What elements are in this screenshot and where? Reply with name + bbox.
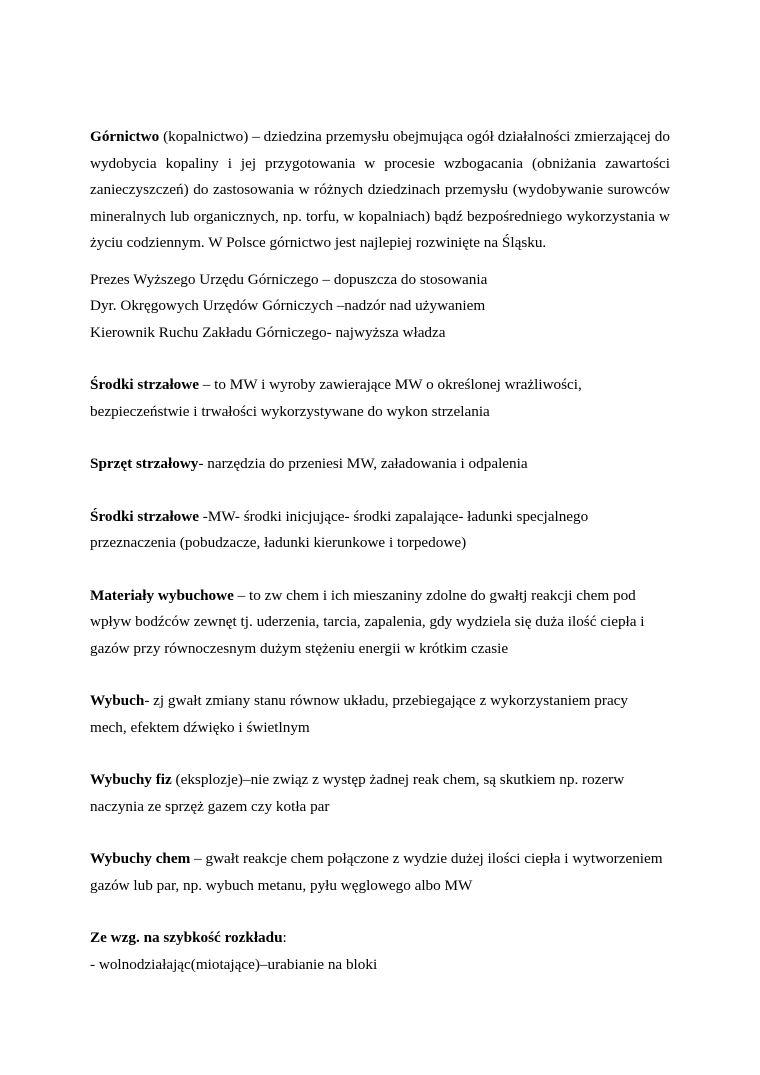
paragraph-szybkosc-rozkladu bbox=[90, 925, 670, 978]
definition-line: – gwałt reakcje chem połączone z wydzie dużej ilości ciepła i wytworzeniem bbox=[190, 850, 663, 867]
term-srodki-strzalowe: Środki strzałowe bbox=[90, 376, 199, 393]
term-szybkosc-rozkladu: Ze wzg. na szybkość rozkładu bbox=[90, 929, 283, 946]
definition-line: - narzędzia do przeniesi MW, załadowania i odpalenia bbox=[198, 455, 528, 472]
term-wybuchy-fiz: Wybuchy fiz bbox=[90, 771, 172, 788]
paragraph-gornictwo bbox=[90, 124, 670, 257]
term-materialy-wybuchowe: Materiały wybuchowe bbox=[90, 586, 234, 604]
heading-colon: : bbox=[282, 929, 287, 946]
term-wybuch: Wybuch bbox=[90, 692, 145, 709]
term-gornictwo: Górnictwo bbox=[90, 128, 160, 145]
authority-line: Kierownik Ruchu Zakładu Górniczego- najwyższa władza bbox=[90, 323, 446, 341]
definition-line: mech, efektem dźwięko i świetlnym bbox=[90, 718, 310, 736]
definition-line: – to MW i wyroby zawierające MW o określonej wrażliwości, bbox=[198, 376, 582, 393]
definition-gornictwo: (kopalnictwo) – dziedzina przemysłu obejmująca ogół działalności zmierzającej do wydobycia kopaliny i jej przygotowania w procesie wzbogacania (obniżania zawartości zanieczyszczeń) do zastosowania w różnych dziedzinach przemysłu (wydobywanie surowców mineralnych lub organicznych, np. torfu, w kopalniach) bądź bezpośredniego wykorzystania w życiu codziennym. W Polsce górnictwo jest najlepiej rozwinięte na Śląsku. bbox=[90, 128, 670, 251]
definition-line: - zj gwałt zmiany stanu równow układu, przebiegające z wykorzystaniem pracy bbox=[144, 692, 629, 709]
paragraph-sprzet-strzalowy bbox=[90, 451, 670, 478]
paragraph-wybuchy-fiz bbox=[90, 767, 670, 820]
paragraph-wybuchy-chem bbox=[90, 846, 670, 899]
list-item: - wolnodziałając(miotające)–urabianie na bloki bbox=[90, 955, 378, 973]
definition-line: -MW- środki inicjujące- środki zapalające- ładunki specjalnego bbox=[198, 507, 589, 525]
paragraph-srodki-strzalowe bbox=[90, 372, 670, 425]
definition-line: gazów lub par, np. wybuch metanu, pyłu węglowego albo MW bbox=[90, 876, 473, 894]
authority-line: Prezes Wyższego Urzędu Górniczego – dopuszcza do stosowania bbox=[90, 270, 488, 288]
paragraph-srodki-strzalowe-mw bbox=[90, 504, 670, 557]
definition-line: gazów przy równoczesnym dużym stężeniu energii w krótkim czasie bbox=[90, 639, 509, 657]
document-page bbox=[90, 124, 670, 978]
definition-line: wpływ bodźców zewnęt tj. uderzenia, tarcia, zapalenia, gdy wydziela się duża ilość ciepła i bbox=[90, 613, 645, 630]
term-sprzet-strzalowy: Sprzęt strzałowy bbox=[90, 455, 199, 472]
term-wybuchy-chem: Wybuchy chem bbox=[90, 850, 191, 867]
authority-line: Dyr. Okręgowych Urzędów Górniczych –nadzór nad używaniem bbox=[90, 297, 486, 314]
paragraph-materialy-wybuchowe bbox=[90, 583, 670, 663]
paragraph-wybuch bbox=[90, 688, 670, 741]
authorities-list bbox=[90, 267, 670, 347]
definition-line: naczynia ze sprzęż gazem czy kotła par bbox=[90, 797, 330, 815]
definition-line: (eksplozje)–nie związ z występ żadnej reak chem, są skutkiem np. rozerw bbox=[171, 771, 625, 788]
term-srodki-strzalowe-mw: Środki strzałowe bbox=[90, 507, 199, 525]
definition-line: bezpieczeństwie i trwałości wykorzystywane do wykon strzelania bbox=[90, 402, 490, 420]
definition-line: – to zw chem i ich mieszaniny zdolne do gwałtj reakcji chem pod bbox=[233, 586, 636, 604]
definition-line: przeznaczenia (pobudzacze, ładunki kierunkowe i torpedowe) bbox=[90, 534, 467, 551]
